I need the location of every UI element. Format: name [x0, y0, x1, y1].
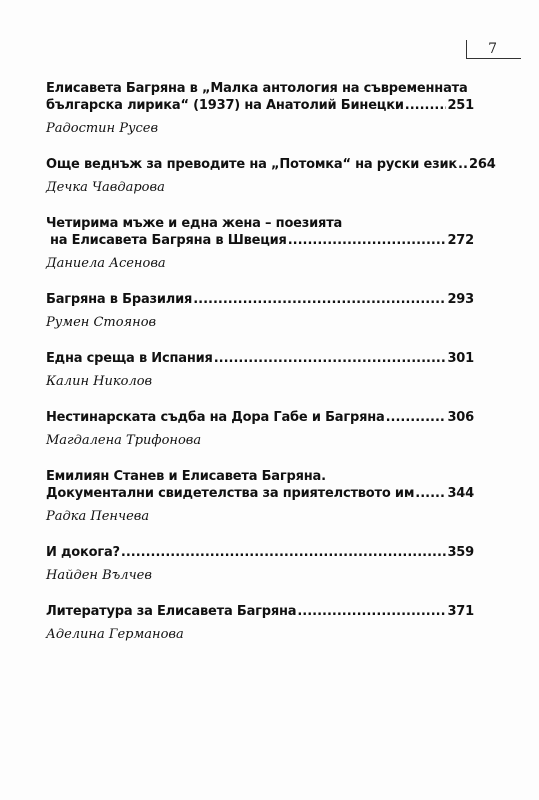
toc-entry-author: Магдалена Трифонова	[46, 433, 202, 448]
toc-entry	[46, 215, 474, 272]
toc-leader-line	[46, 485, 474, 502]
toc-leader-line	[46, 97, 474, 114]
toc-entry-title	[46, 291, 474, 308]
toc-entry-title	[46, 409, 474, 426]
toc-leader-line	[46, 156, 496, 173]
toc-page-number: 371	[447, 604, 474, 619]
toc-entry-title	[46, 544, 474, 561]
toc-title-line: Багряна в Бразилия	[46, 292, 193, 307]
toc-leader-line	[46, 350, 474, 367]
toc-entry-title	[46, 350, 474, 367]
toc-entry-author: Румен Стоянов	[46, 315, 157, 330]
dot-leader	[458, 156, 468, 173]
toc-leader-line	[46, 544, 474, 561]
toc-entry-author: Радка Пенчева	[46, 509, 150, 524]
toc-title-line: Една среща в Испания	[46, 351, 213, 366]
toc-title-line: Четирима мъже и една жена – поезията	[46, 216, 343, 231]
toc-title-line: Елисавета Багряна в „Малка антология на съвременната	[46, 81, 468, 96]
table-of-contents	[46, 80, 496, 662]
dot-leader	[405, 97, 447, 114]
toc-entry	[46, 80, 474, 137]
toc-entry-author: Найден Вълчев	[46, 568, 152, 583]
toc-title-line: И докога?	[46, 545, 120, 560]
toc-title-line: Емилиян Станев и Елисавета Багряна.	[46, 469, 326, 484]
toc-entry-title	[46, 468, 474, 502]
toc-entry	[46, 156, 496, 196]
toc-page-number: 301	[447, 351, 474, 366]
toc-page-number: 293	[447, 292, 474, 307]
toc-entry	[46, 291, 474, 331]
toc-entry-author: Аделина Германова	[46, 627, 184, 642]
toc-entry	[46, 409, 474, 449]
toc-leader-line	[46, 603, 474, 620]
dot-leader	[121, 544, 447, 561]
toc-title-line: българска лирика“ (1937) на Анатолий Бинецки	[46, 98, 404, 113]
toc-entry-author: Даниела Асенова	[46, 256, 166, 271]
toc-entry-title	[46, 80, 474, 114]
toc-leader-line	[46, 291, 474, 308]
dot-leader	[288, 232, 447, 249]
toc-page-number: 359	[447, 545, 474, 560]
toc-page-number: 272	[447, 233, 474, 248]
toc-entry-author: Дечка Чавдарова	[46, 180, 165, 195]
toc-page-number: 344	[447, 486, 474, 501]
toc-entry	[46, 603, 474, 643]
dot-leader	[386, 409, 447, 426]
dot-leader	[193, 291, 446, 308]
dot-leader	[415, 485, 446, 502]
toc-title-line: Още веднъж за преводите на „Потомка“ на руски език	[46, 157, 458, 172]
toc-entry	[46, 468, 474, 525]
page-number: 7	[488, 41, 497, 57]
toc-entry-author: Калин Николов	[46, 374, 153, 389]
toc-entry-title	[46, 156, 496, 173]
toc-title-line: Литература за Елисавета Багряна	[46, 604, 297, 619]
toc-leader-line	[46, 409, 474, 426]
dot-leader	[297, 603, 446, 620]
toc-entry-title	[46, 603, 474, 620]
toc-leader-line	[46, 232, 474, 249]
toc-title-line: Нестинарската съдба на Дора Габе и Багряна	[46, 410, 385, 425]
toc-page-number: 306	[447, 410, 474, 425]
toc-entry	[46, 544, 474, 584]
page-number-box	[466, 40, 521, 59]
toc-title-line: Документални свидетелства за приятелството им	[46, 486, 415, 501]
toc-page-number: 251	[447, 98, 474, 113]
toc-entry	[46, 350, 474, 390]
toc-entry-title	[46, 215, 474, 249]
toc-entry-author: Радостин Русев	[46, 121, 159, 136]
dot-leader	[214, 350, 447, 367]
toc-page-number: 264	[469, 157, 496, 172]
toc-title-line: на Елисавета Багряна в Швеция	[50, 233, 287, 248]
